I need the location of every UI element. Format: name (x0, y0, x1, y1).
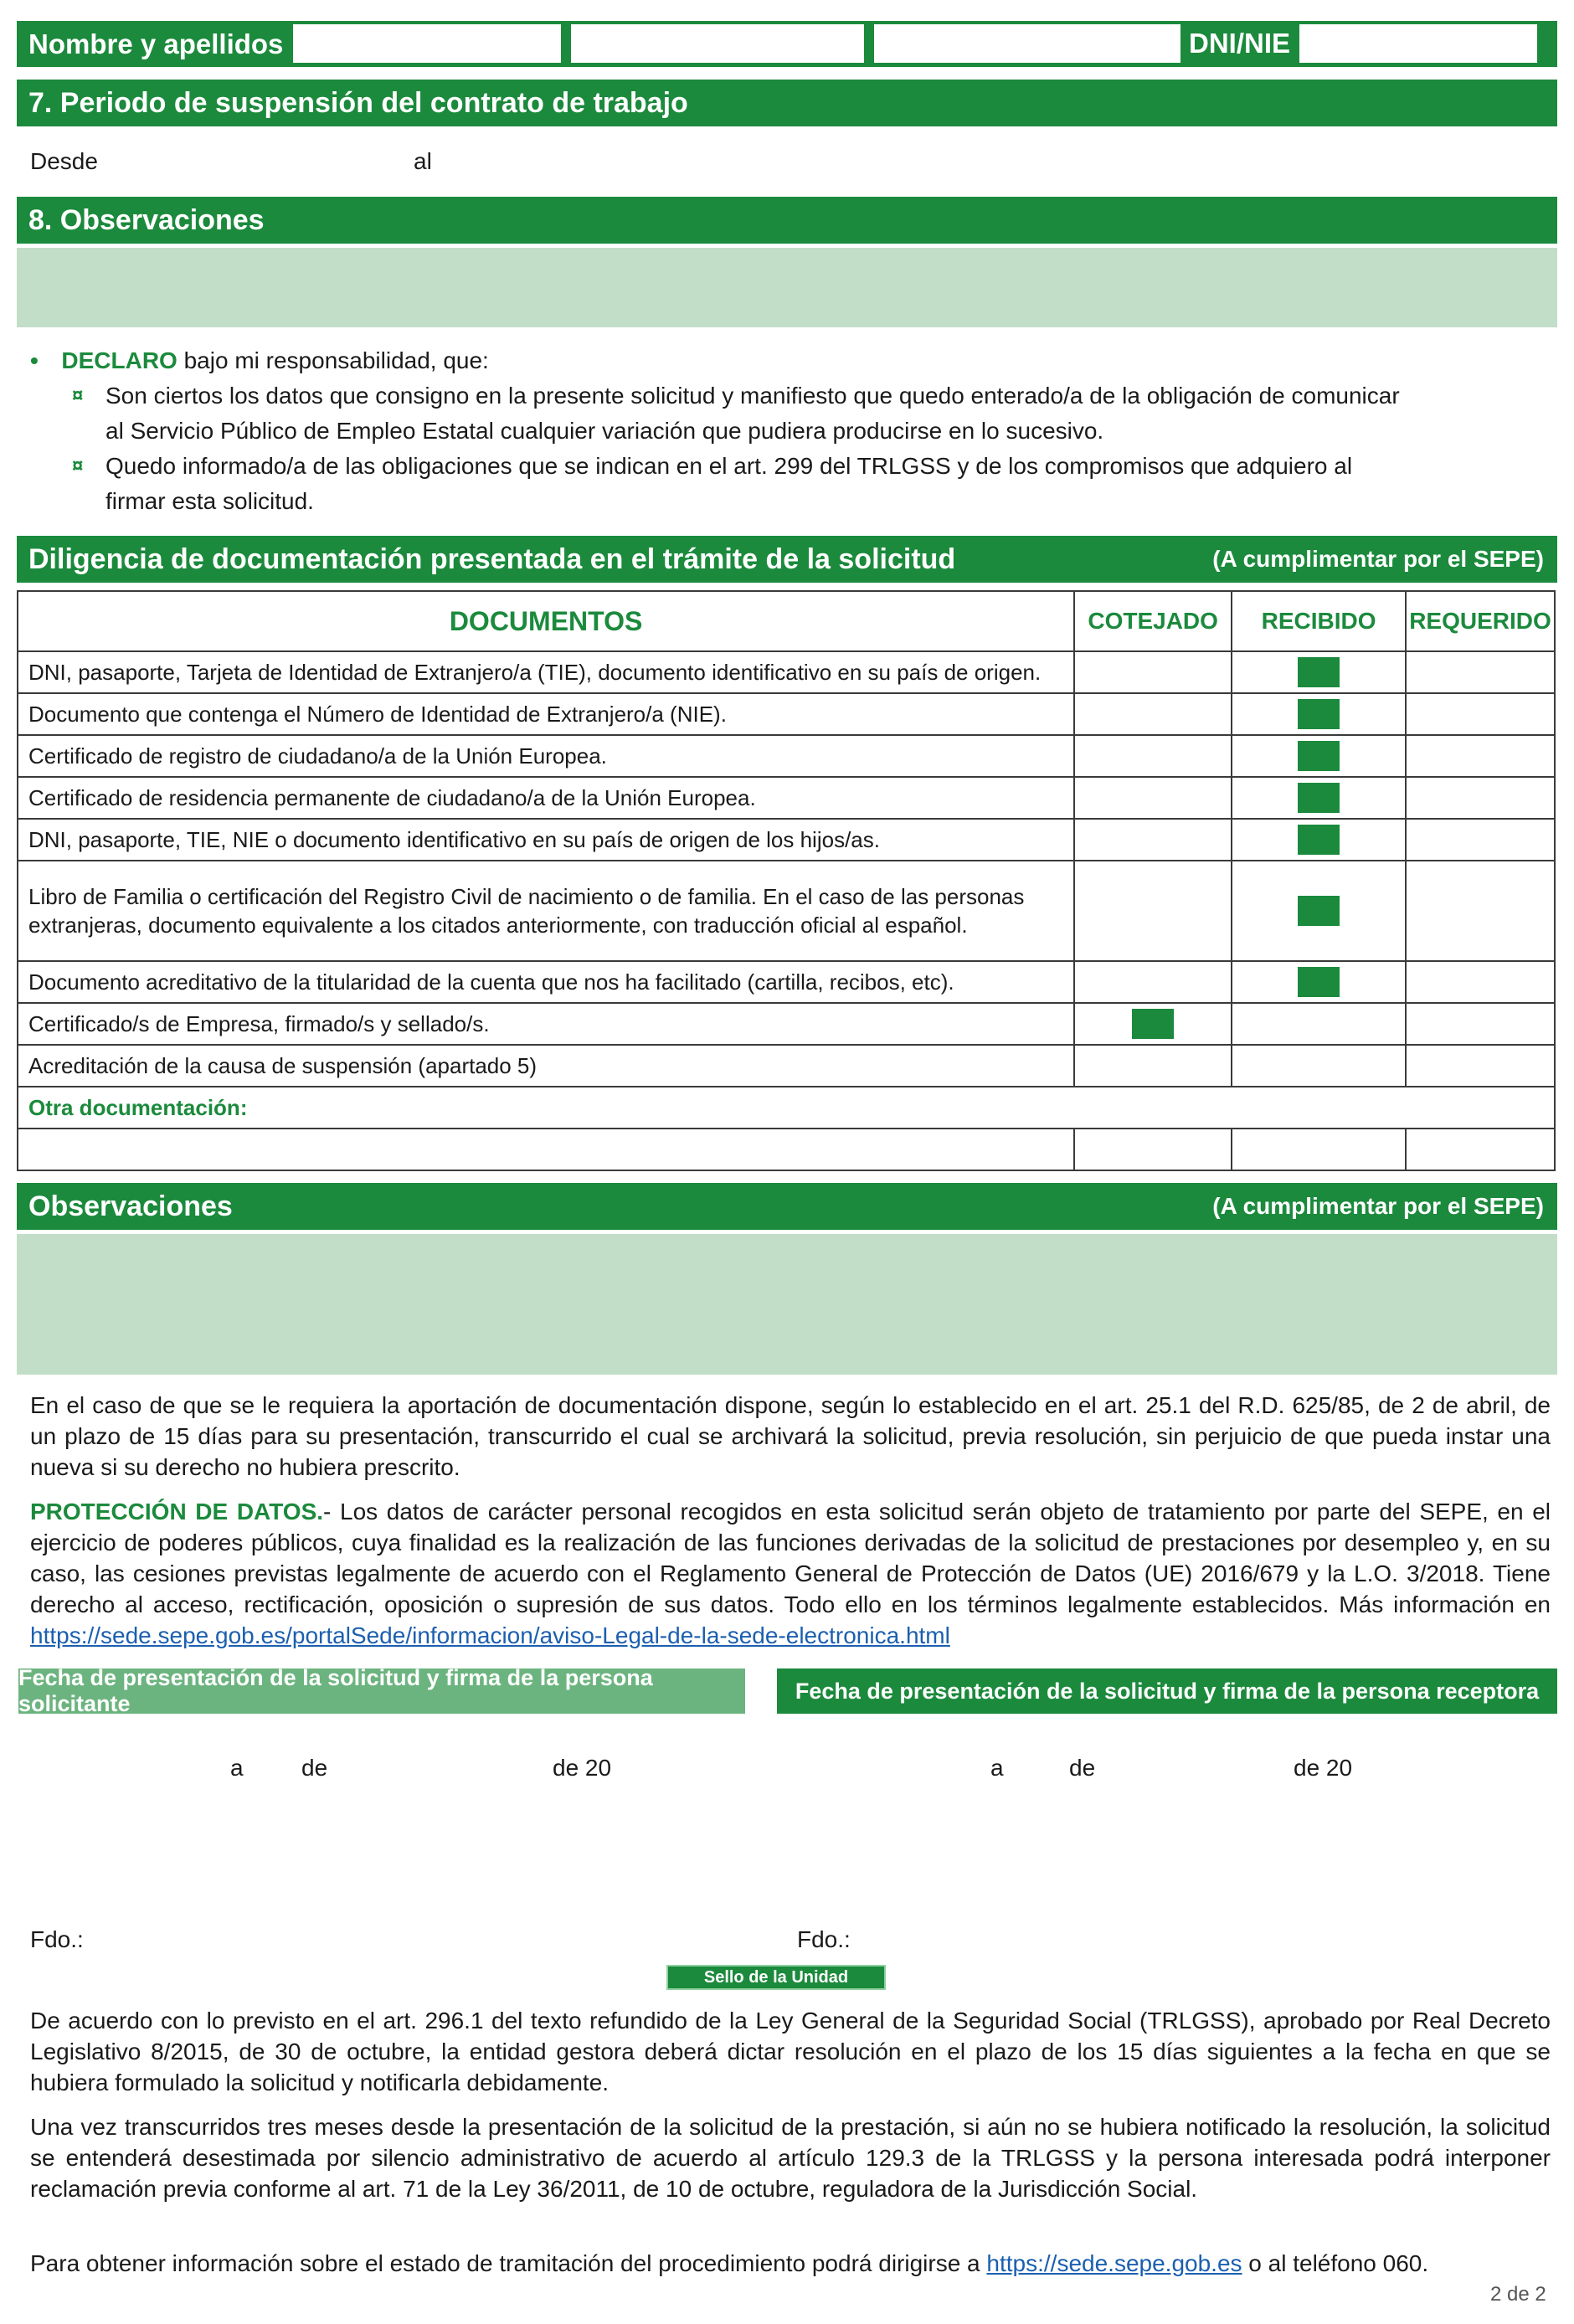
document-label: DNI, pasaporte, Tarjeta de Identidad de Extranjero/a (TIE), documento identificativo en su país de origen. (18, 651, 1074, 693)
col-recibido: RECIBIDO (1232, 591, 1406, 651)
other-cotejado-checkbox[interactable] (1074, 1129, 1232, 1170)
solicitante-date-de: de (301, 1755, 328, 1781)
from-date-field[interactable] (109, 142, 394, 179)
declaration-keyword: DECLARO (61, 347, 177, 373)
sepe-observaciones-header (17, 1183, 1557, 1230)
cotejado-checkbox[interactable] (1074, 777, 1232, 819)
col-requerido: REQUERIDO (1406, 591, 1555, 651)
document-row (18, 961, 1555, 1003)
cotejado-checkbox[interactable] (1074, 961, 1232, 1003)
document-row (18, 861, 1555, 961)
col-cotejado: COTEJADO (1074, 591, 1232, 651)
declaration-bullet: • (30, 347, 39, 373)
diligencia-note: (A cumplimentar por el SEPE) (1212, 546, 1544, 572)
cotejado-checkbox[interactable] (1074, 861, 1232, 961)
recibido-check-mark (1298, 657, 1340, 687)
declaration-sub-bullet-1: ¤ (72, 384, 84, 407)
requerido-checkbox[interactable] (1406, 1045, 1555, 1087)
receptora-date-de: de (1069, 1755, 1096, 1781)
document-row (18, 777, 1555, 819)
footer-p3 (30, 2248, 1487, 2279)
declaration-intro: bajo mi responsabilidad, que: (177, 347, 489, 373)
cotejado-checkbox[interactable] (1074, 693, 1232, 735)
cotejado-checkbox[interactable] (1074, 1045, 1232, 1087)
footer-p2: Una vez transcurridos tres meses desde la presentación de la solicitud de la prestación, si aún no se hubiera notificado la resolución, la solicitud se entenderá desestimada por silencio administrativo de acuerdo al artículo 129.3 de la TRLGSS y la persona interesada podrá interponer reclamación previa conforme al art. 71 de la Ley 36/2011, de 10 de octubre, reguladora de la Jurisdicción Social. (30, 2114, 1551, 2202)
solicitante-date-a: a (230, 1755, 244, 1781)
recibido-checkbox[interactable] (1232, 735, 1406, 777)
document-label: DNI, pasaporte, TIE, NIE o documento identificativo en su país de origen de los hijos/as. (18, 819, 1074, 861)
proteccion-text: - Los datos de carácter personal recogidos en esta solicitud serán objeto de tratamiento por parte del SEPE, en el ejercicio de poderes públicos, cuya finalidad es la realización de las funciones derivadas de la solicitud de prestaciones por desempleo y, en su caso, las cesiones previstas legalmente de acuerdo con el Reglamento General de Protección de Datos (UE) 2016/679 y la L.O. 3/2018. Tiene derecho al acceso, rectificación, oposición o supresión de sus datos. Todo ello en los términos legalmente establecidos. Más información en (30, 1499, 1551, 1617)
recibido-checkbox[interactable] (1232, 961, 1406, 1003)
footer-p3-post: o al teléfono 060. (1242, 2250, 1429, 2276)
recibido-check-mark (1298, 967, 1340, 997)
footer-p1: De acuerdo con lo previsto en el art. 296.1 del texto refundido de la Ley General de la Seguridad Social (TRLGSS), aprobado por Real Decreto Legislativo 8/2015, de 30 de octubre, la entidad gestora deberá dictar resolución en el plazo de los 15 días siguientes a la fecha en que se hubiera formulado la solicitud y notificarla debidamente. (30, 2008, 1551, 2095)
declaration-item2-line1: Quedo informado/a de las obligaciones que se indican en el art. 299 del TRLGSS y de los compromisos que adquiero al (105, 453, 1353, 479)
first-name-field[interactable] (293, 24, 561, 63)
cotejado-checkbox[interactable] (1074, 735, 1232, 777)
recibido-check-mark (1298, 699, 1340, 729)
other-requerido-checkbox[interactable] (1406, 1129, 1555, 1170)
sello-unidad-text: Sello de la Unidad (703, 1967, 849, 1987)
cotejado-checkbox[interactable] (1074, 651, 1232, 693)
sepe-observaciones-field[interactable] (17, 1234, 1557, 1375)
documents-table (17, 590, 1556, 1171)
receptora-signature-header (777, 1668, 1557, 1714)
recibido-checkbox[interactable] (1232, 861, 1406, 961)
requerido-checkbox[interactable] (1406, 735, 1555, 777)
cotejado-checkbox[interactable] (1074, 1003, 1232, 1045)
surname2-field[interactable] (874, 24, 1180, 63)
other-recibido-checkbox[interactable] (1232, 1129, 1406, 1170)
document-row (18, 819, 1555, 861)
footer-p3-pre: Para obtener información sobre el estado de tramitación del procedimiento podrá dirigirse a (30, 2250, 987, 2276)
document-row (18, 693, 1555, 735)
declaration (30, 343, 1554, 519)
document-label: Acreditación de la causa de suspensión (apartado 5) (18, 1045, 1074, 1087)
requerido-checkbox[interactable] (1406, 777, 1555, 819)
document-label: Documento que contenga el Número de Identidad de Extranjero/a (NIE). (18, 693, 1074, 735)
requerido-checkbox[interactable] (1406, 693, 1555, 735)
observations-field[interactable] (17, 248, 1557, 327)
recibido-checkbox[interactable] (1232, 693, 1406, 735)
sepe-observaciones-note: (A cumplimentar por el SEPE) (1212, 1193, 1544, 1219)
section8-title: 8. Observaciones (28, 203, 265, 236)
recibido-checkbox[interactable] (1232, 1045, 1406, 1087)
document-label: Certificado de residencia permanente de ciudadano/a de la Unión Europea. (18, 777, 1074, 819)
recibido-check-mark (1298, 896, 1340, 926)
receptora-fdo: Fdo.: (797, 1926, 851, 1952)
other-docs-field[interactable] (18, 1129, 1074, 1170)
recibido-checkbox[interactable] (1232, 1003, 1406, 1045)
recibido-checkbox[interactable] (1232, 819, 1406, 861)
recibido-check-mark (1298, 741, 1340, 771)
solicitante-signature-title: Fecha de presentación de la solicitud y firma de la persona solicitante (18, 1665, 653, 1716)
declaration-sub-bullet-2: ¤ (72, 455, 84, 477)
receptora-signature-title: Fecha de presentación de la solicitud y firma de la persona receptora (795, 1678, 1540, 1704)
other-docs-label: Otra documentación: (18, 1087, 1555, 1129)
recibido-check-mark (1298, 825, 1340, 855)
section8-header (17, 197, 1557, 244)
proteccion-datos (30, 1496, 1551, 1651)
recibido-checkbox[interactable] (1232, 651, 1406, 693)
requerido-checkbox[interactable] (1406, 1003, 1555, 1045)
solicitante-fdo: Fdo.: (30, 1926, 84, 1952)
declaration-item1-line2: al Servicio Público de Empleo Estatal cualquier variación que pudiera producirse en lo sucesivo. (105, 418, 1104, 444)
document-label: Libro de Familia o certificación del Registro Civil de nacimiento o de familia. En el caso de las personas extranjeras, documento equivalente a los citados anteriormente, con traducción oficial al español. (18, 861, 1074, 961)
plazo-text: En el caso de que se le requiera la aportación de documentación dispone, según lo establecido en el art. 25.1 del R.D. 625/85, de 2 de abril, de un plazo de 15 días para su presentación, transcurrido el cual se archivará la solicitud, previa resolución, sin perjuicio de que pueda instar una nueva si su derecho no hubiera prescrito. (30, 1392, 1551, 1480)
document-label: Certificado/s de Empresa, firmado/s y sellado/s. (18, 1003, 1074, 1045)
recibido-check-mark (1298, 783, 1340, 813)
sello-unidad-label (666, 1965, 886, 1990)
receptora-date-de20: de 20 (1294, 1755, 1353, 1781)
document-row (18, 1045, 1555, 1087)
from-label: Desde (30, 148, 98, 174)
document-label: Documento acreditativo de la titularidad de la cuenta que nos ha facilitado (cartilla, recibos, etc). (18, 961, 1074, 1003)
dni-label: DNI/NIE (1189, 28, 1291, 59)
declaration-item2-line2: firmar esta solicitud. (105, 488, 314, 514)
page-number: 2 de 2 (1490, 2283, 1546, 2306)
document-row (18, 735, 1555, 777)
requerido-checkbox[interactable] (1406, 861, 1555, 961)
other-docs-entry-row (18, 1129, 1555, 1170)
section7-title: 7. Periodo de suspensión del contrato de trabajo (28, 86, 688, 119)
document-label: Certificado de registro de ciudadano/a de la Unión Europea. (18, 735, 1074, 777)
dni-field[interactable] (1299, 24, 1537, 63)
to-label: al (414, 148, 432, 174)
document-row (18, 651, 1555, 693)
solicitante-signature-header (18, 1665, 745, 1716)
col-documentos: DOCUMENTOS (18, 591, 1074, 651)
requerido-checkbox[interactable] (1406, 961, 1555, 1003)
proteccion-keyword: PROTECCIÓN DE DATOS. (30, 1499, 324, 1524)
section7-header (17, 80, 1557, 126)
cotejado-checkbox[interactable] (1074, 819, 1232, 861)
recibido-checkbox[interactable] (1232, 777, 1406, 819)
sede-link[interactable]: https://sede.sepe.gob.es (986, 2250, 1242, 2276)
diligencia-header (17, 536, 1557, 583)
diligencia-title: Diligencia de documentación presentada en el trámite de la solicitud (28, 542, 956, 575)
declaration-item1-line1: Son ciertos los datos que consigno en la presente solicitud y manifiesto que quedo enterado/a de la obligación de comunicar (105, 383, 1400, 409)
document-row (18, 1003, 1555, 1045)
cotejado-check-mark (1132, 1009, 1174, 1039)
requerido-checkbox[interactable] (1406, 819, 1555, 861)
name-label: Nombre y apellidos (28, 28, 284, 59)
documents-table-header (18, 591, 1555, 651)
other-docs-label-row (18, 1087, 1555, 1129)
aviso-legal-link[interactable]: https://sede.sepe.gob.es/portalSede/informacion/aviso-Legal-de-la-sede-electronica.html (30, 1622, 950, 1648)
sepe-observaciones-title: Observaciones (28, 1190, 233, 1222)
receptora-date-a: a (990, 1755, 1004, 1781)
solicitante-date-de20: de 20 (553, 1755, 612, 1781)
to-date-field[interactable] (452, 142, 737, 179)
requerido-checkbox[interactable] (1406, 651, 1555, 693)
surname1-field[interactable] (571, 24, 864, 63)
